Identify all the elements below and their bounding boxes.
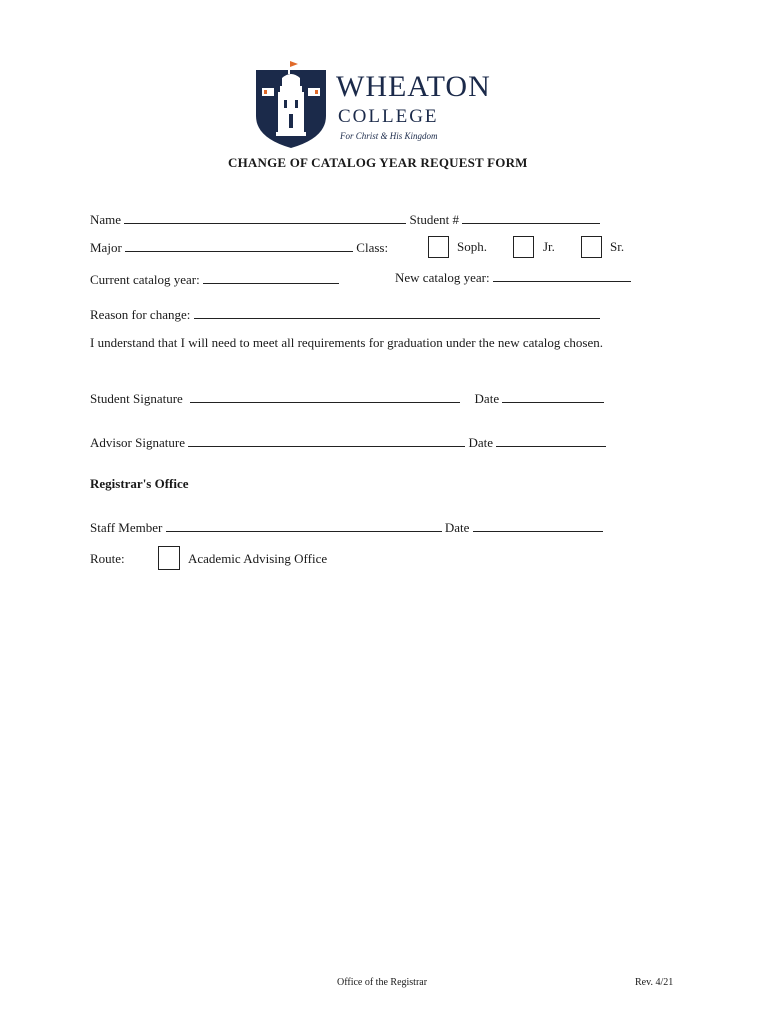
staff-member-row — [90, 519, 603, 536]
reason-row — [90, 306, 600, 323]
jr-option-label: Jr. — [543, 239, 555, 254]
college-name-line2: COLLEGE — [338, 106, 439, 127]
requirements-statement: I understand that I will need to meet all requirements for graduation under the new catalog chosen. — [90, 335, 603, 350]
major-label: Major — [90, 240, 122, 255]
footer-revision: Rev. 4/21 — [635, 977, 674, 988]
form-title: CHANGE OF CATALOG YEAR REQUEST FORM — [228, 155, 528, 170]
sr-option-label: Sr. — [610, 239, 625, 254]
footer-office: Office of the Registrar — [337, 977, 428, 988]
advisor-signature-field[interactable] — [188, 434, 465, 447]
current-catalog-field[interactable] — [203, 271, 339, 284]
name-label: Name — [90, 212, 122, 227]
staff-member-field[interactable] — [166, 519, 442, 532]
soph-checkbox[interactable] — [428, 236, 449, 258]
advisor-signature-row — [90, 434, 606, 451]
current-catalog-row — [90, 271, 339, 288]
student-signature-row — [90, 390, 604, 407]
soph-option-label: Soph. — [457, 239, 487, 254]
student-date-label: Date — [474, 391, 500, 406]
name-row — [90, 211, 600, 228]
registrar-heading: Registrar's Office — [90, 476, 189, 491]
current-catalog-label: Current catalog year: — [90, 272, 200, 287]
shield-crest-icon — [254, 58, 328, 150]
advisor-date-label: Date — [468, 435, 494, 450]
sr-checkbox[interactable] — [581, 236, 602, 258]
academic-advising-checkbox[interactable] — [158, 546, 180, 570]
staff-date-label: Date — [444, 520, 470, 535]
advisor-signature-label: Advisor Signature — [90, 435, 185, 450]
college-logo — [254, 58, 524, 150]
route-label: Route: — [90, 551, 125, 566]
new-catalog-field[interactable] — [493, 269, 631, 282]
name-field[interactable] — [124, 211, 406, 224]
staff-date-field[interactable] — [473, 519, 603, 532]
major-row — [90, 239, 388, 256]
advisor-date-field[interactable] — [496, 434, 606, 447]
student-signature-label: Student Signature — [90, 391, 183, 406]
staff-member-label: Staff Member — [90, 520, 163, 535]
jr-checkbox[interactable] — [513, 236, 534, 258]
student-date-field[interactable] — [502, 390, 604, 403]
reason-field[interactable] — [194, 306, 600, 319]
new-catalog-label: New catalog year: — [395, 270, 490, 285]
student-number-field[interactable] — [462, 211, 600, 224]
major-field[interactable] — [125, 239, 353, 252]
student-signature-field[interactable] — [190, 390, 460, 403]
new-catalog-row — [395, 269, 631, 286]
college-motto: For Christ & His Kingdom — [340, 131, 438, 141]
student-number-label: Student # — [409, 212, 460, 227]
college-name-line1: WHEATON — [336, 70, 491, 103]
reason-label: Reason for change: — [90, 307, 191, 322]
class-label: Class: — [356, 240, 389, 255]
academic-advising-label: Academic Advising Office — [188, 551, 328, 566]
